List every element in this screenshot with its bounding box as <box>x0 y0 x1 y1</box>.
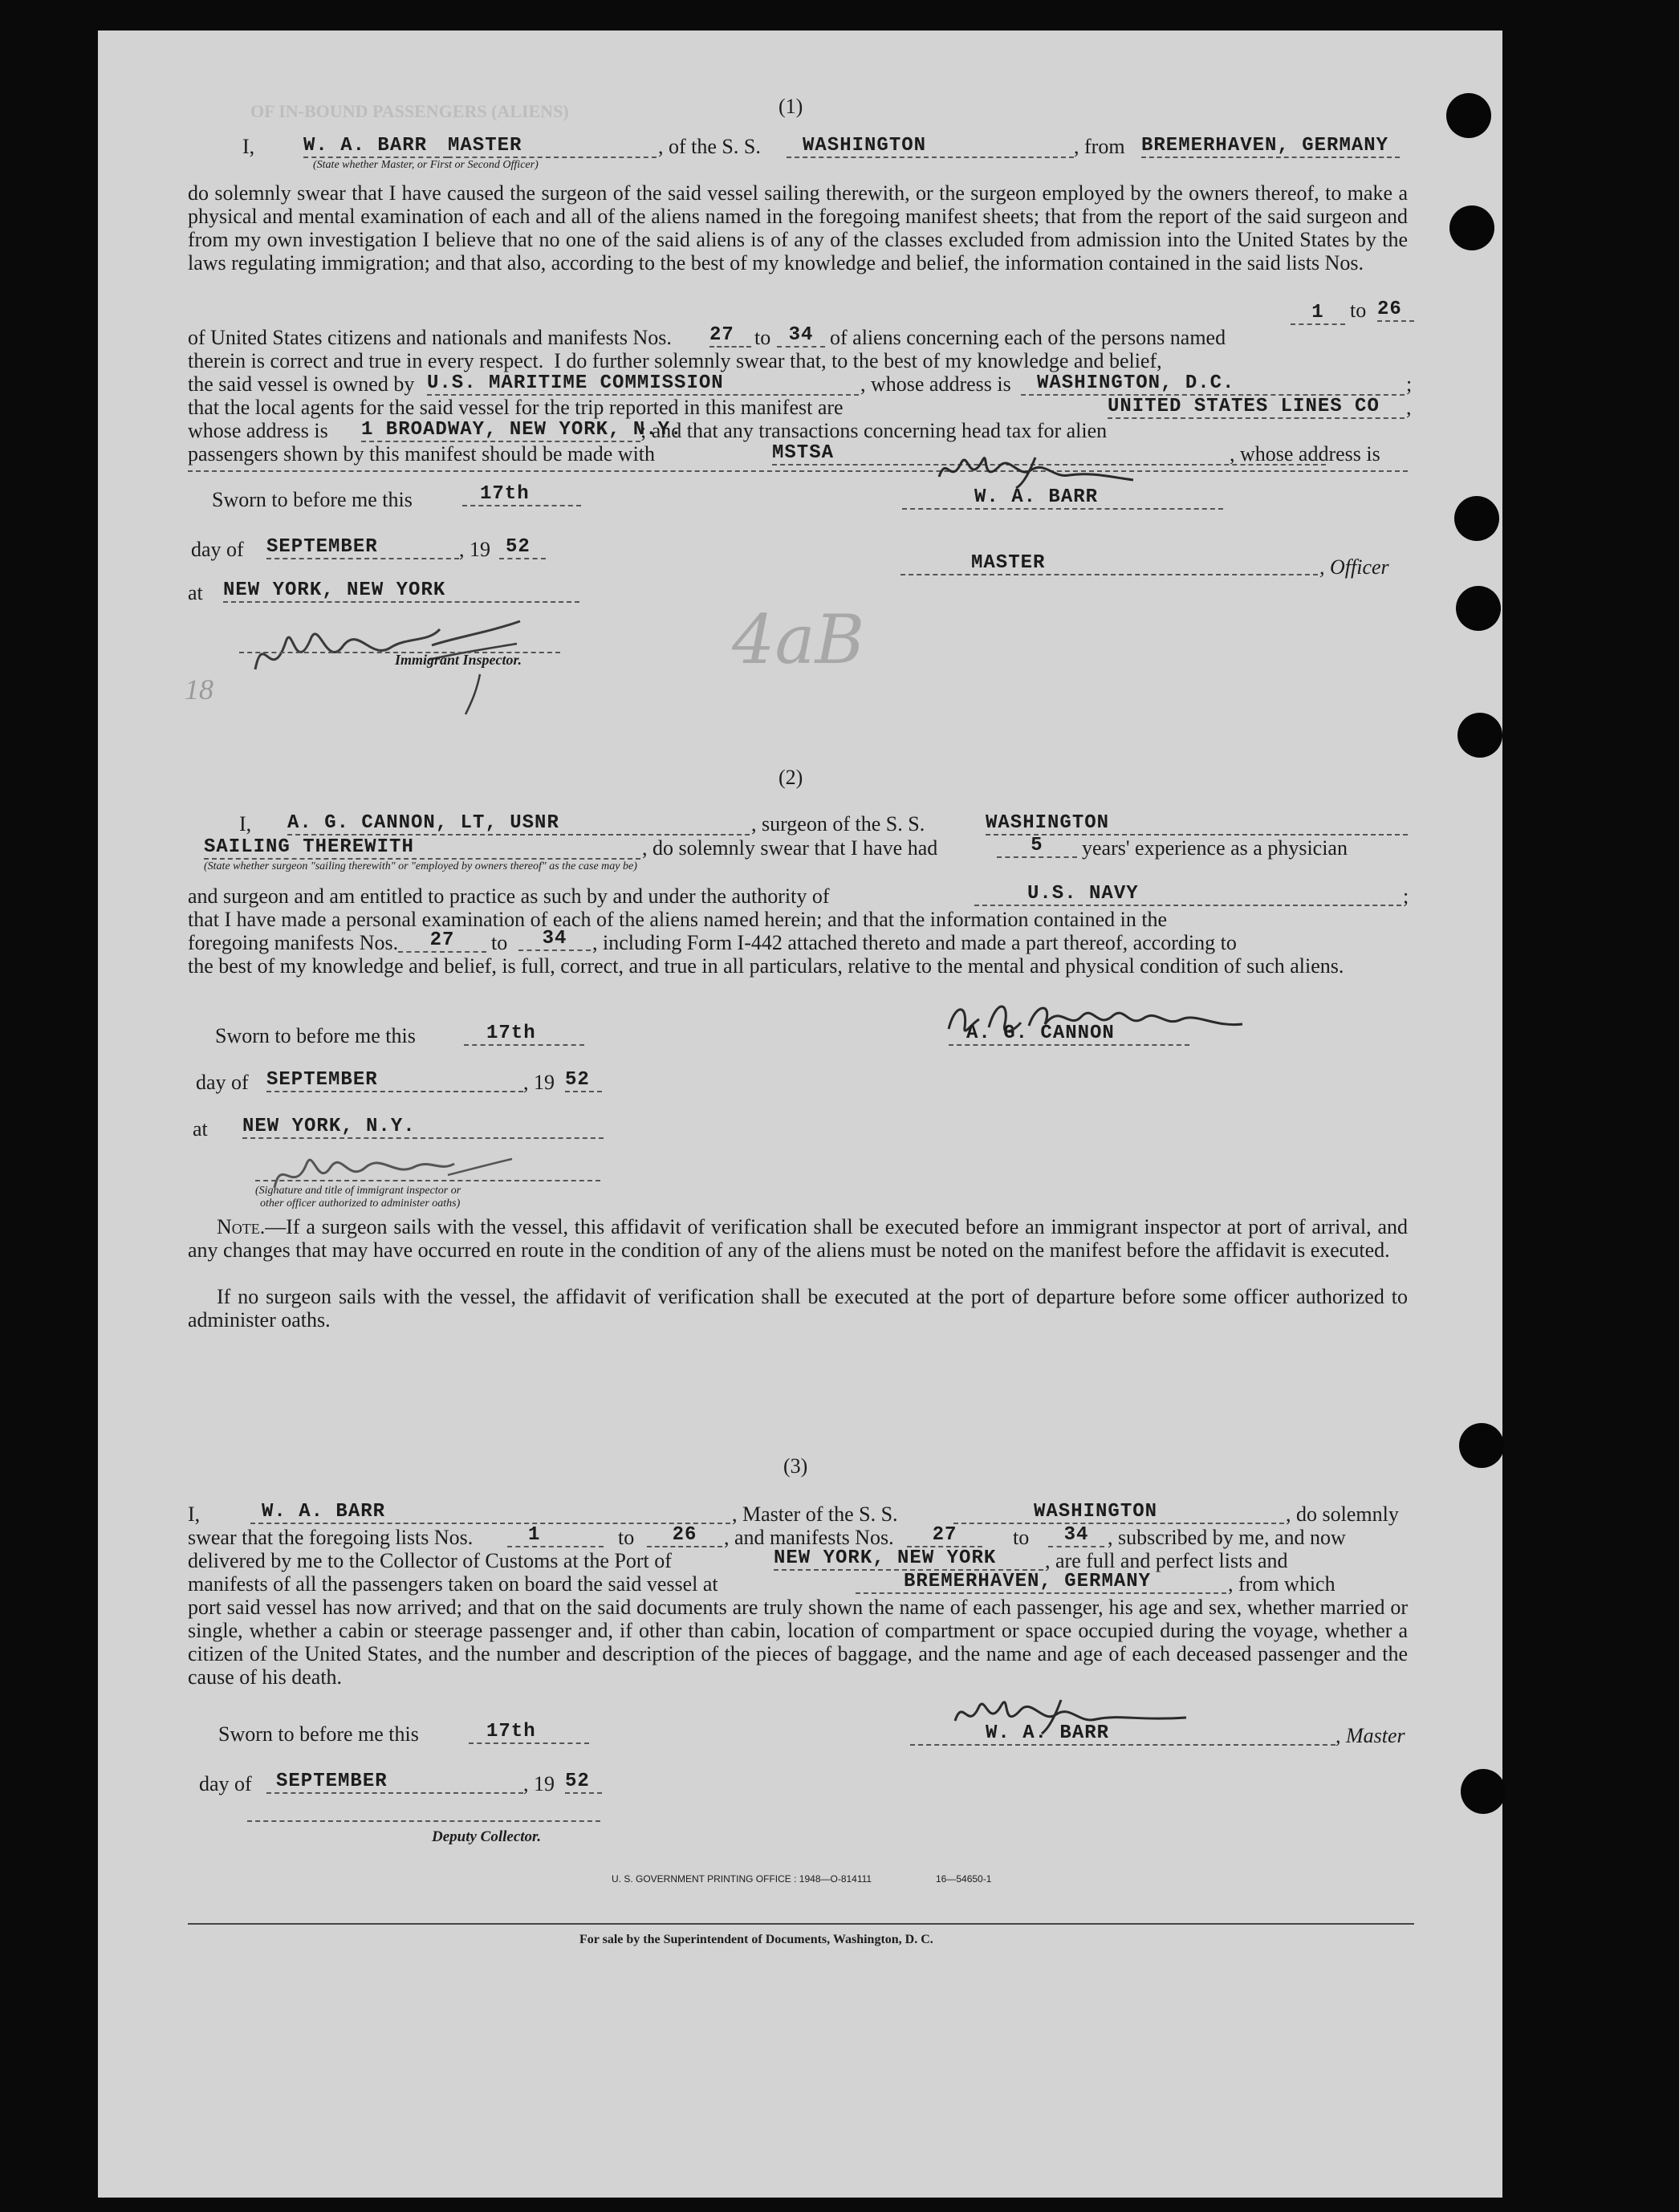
sec1-port-from: BREMERHAVEN, GERMANY <box>1141 135 1400 158</box>
sec2-sig-note-2: other officer authorized to administer oaths) <box>260 1197 461 1210</box>
sec2-years: 5 <box>997 835 1077 858</box>
margin-mark-4ab: 4aB <box>732 600 865 679</box>
sec2-surgeon: A. G. CANNON, LT, USNR <box>287 812 750 836</box>
sec2-to: to <box>491 931 508 954</box>
sec2-authority: U.S. NAVY <box>974 883 1401 906</box>
sec3-and-manifests: , and manifests Nos. <box>724 1526 894 1549</box>
sec1-body-a-text: do solemnly swear that I have caused the surgeon of the said vessel sailing therewith, or the surgeon employed by the owners thereof, to make a physical and mental examination of each and all of the aliens named in the foregoing manifest sheets; that from the report of the said surgeon and from my own investigation I believe that no one of the said aliens is of any of the classes excluded from admission into the United States by the laws regulating immigration; and that also, according to the best of my knowledge and belief, the information contained in the said lists Nos. <box>188 181 1408 274</box>
sec2-inspector-line <box>255 1173 600 1181</box>
sec3-sworn: Sworn to before me this <box>218 1722 419 1746</box>
punch-hole <box>1456 586 1501 631</box>
sec1-semicolon: ; <box>1406 372 1413 396</box>
sec1-lists-to: 26 <box>1377 299 1414 322</box>
sec1-month: SEPTEMBER <box>266 536 459 559</box>
sec3-body-text: port said vessel has now arrived; and that on the said documents are truly shown the name of each passenger, his age and sex, whether married or single, whether a cabin or steerage passenger and, if other than cabin, location of compartment or space occupied during the voyage, whether a citizen of the United States, and the number and description of the pieces of baggage, and the name and age of each deceased passenger and the cause of his death. <box>188 1596 1408 1689</box>
sec1-signer-typed: W. A. BARR <box>902 486 1223 510</box>
sec3-full-perfect: , are full and perfect lists and <box>1045 1549 1288 1572</box>
form-number: 16—54650-1 <box>936 1873 992 1885</box>
note-label: Note. <box>217 1215 266 1238</box>
sec1-to: to <box>1350 299 1367 322</box>
sec2-experience: years' experience as a physician <box>1082 836 1348 860</box>
sec2-swear: , do solemnly swear that I have had <box>642 836 938 860</box>
punch-hole <box>1457 713 1502 758</box>
sec1-place: NEW YORK, NEW YORK <box>223 579 579 603</box>
sec3-from-which: , from which <box>1228 1572 1335 1596</box>
sec3-vessel: WASHINGTON <box>953 1501 1284 1524</box>
sec2-note-2 <box>188 1285 1408 1332</box>
sec1-year: 52 <box>499 536 546 559</box>
sec1-year-prefix: , 19 <box>459 538 490 561</box>
sec1-comma: , <box>1406 396 1412 419</box>
sec2-sworn: Sworn to before me this <box>215 1024 416 1047</box>
sec3-year-prefix: , 19 <box>523 1772 555 1795</box>
sec1-vessel: WASHINGTON <box>787 135 1074 158</box>
sec2-sailing: SAILING THEREWITH <box>204 836 640 860</box>
margin-number: 18 <box>185 673 213 705</box>
sec2-place: NEW YORK, N.Y. <box>242 1116 604 1139</box>
sec1-head-tax: ; and that any transactions concerning head tax for alien <box>640 419 1108 442</box>
sec1-body-b2: of aliens concerning each of the persons named <box>830 326 1226 349</box>
faded-header: OF IN-BOUND PASSENGERS (ALIENS) <box>250 101 569 121</box>
section-1-heading: (1) <box>779 95 803 118</box>
sec3-master: W. A. BARR <box>250 1501 730 1524</box>
sec3-swear-lists: swear that the foregoing lists Nos. <box>188 1526 474 1549</box>
sec3-master-of: , Master of the S. S. <box>732 1502 898 1526</box>
sec2-i: I, <box>239 812 252 836</box>
for-sale-line: For sale by the Superintendent of Documents, Washington, D. C. <box>579 1933 933 1946</box>
sec1-address-line <box>188 459 1408 472</box>
punch-hole <box>1459 1423 1504 1468</box>
sec2-body-c <box>188 954 1408 978</box>
sec2-sworn-day: 17th <box>464 1023 584 1046</box>
section-2-heading: (2) <box>779 766 803 789</box>
sec1-man-to: 34 <box>777 324 825 348</box>
sec3-to-2: to <box>1013 1526 1030 1549</box>
sec2-foregoing: foregoing manifests Nos. <box>188 931 399 954</box>
sec3-subscribed: , subscribed by me, and now <box>1108 1526 1346 1549</box>
sec3-collector-title: Deputy Collector. <box>432 1828 542 1845</box>
sec3-delivered: delivered by me to the Collector of Customs at the Port of <box>188 1549 672 1572</box>
sec1-agents-text: that the local agents for the said vessel for the trip reported in this manifest are <box>188 396 844 419</box>
sec2-vessel: WASHINGTON <box>986 812 1408 836</box>
sec3-collector-line <box>247 1814 600 1822</box>
sec3-port: NEW YORK, NEW YORK <box>774 1547 1043 1571</box>
sec1-inspector-title: Immigrant Inspector. <box>395 652 522 668</box>
sec1-officer-name: W. A. BARR <box>303 135 448 158</box>
sec1-body-c1: therein is correct and true in every respect. I do further solemnly swear that, to the best of my knowledge and belief, <box>188 349 1162 372</box>
sec1-body-c2: the said vessel is owned by <box>188 372 415 396</box>
sec1-whose-address-3: , whose address is <box>1230 442 1380 466</box>
sec3-sworn-day: 17th <box>469 1721 589 1744</box>
sec3-body <box>188 1596 1408 1689</box>
sec1-owner: U.S. MARITIME COMMISSION <box>427 372 859 396</box>
sec1-man-from: 27 <box>709 324 751 348</box>
sec2-sailing-note: (State whether surgeon "sailing therewith" or "employed by owners thereof" as the case may be) <box>204 860 637 872</box>
sec1-owner-address: WASHINGTON, D.C. <box>1021 372 1405 396</box>
sec1-lists-from: 1 <box>1291 302 1345 325</box>
sec2-surgeon-of: , surgeon of the S. S. <box>751 812 925 836</box>
sec1-at: at <box>188 581 203 604</box>
sec3-lists-to: 26 <box>647 1524 722 1547</box>
sec1-rank-note: (State whether Master, or First or Second Officer) <box>313 159 539 171</box>
document-page <box>98 30 1502 2198</box>
sec1-whose-address-2: whose address is <box>188 419 328 442</box>
gpo-imprint: U. S. GOVERNMENT PRINTING OFFICE : 1948—O-814111 <box>612 1873 872 1885</box>
sec1-agents: UNITED STATES LINES CO <box>1108 396 1405 419</box>
sec1-officer-label: , Officer <box>1319 555 1389 579</box>
section-3-heading: (3) <box>783 1454 808 1478</box>
sec2-sig-note-1: (Signature and title of immigrant inspector or <box>255 1185 461 1197</box>
sec1-head-tax-party: MSTSA <box>772 442 1326 466</box>
sec1-from: , from <box>1074 135 1125 158</box>
sec1-day-of: day of <box>191 538 244 561</box>
sec1-officer-rank: MASTER <box>448 135 657 158</box>
sec2-at: at <box>193 1117 208 1141</box>
note-1-text: —If a surgeon sails with the vessel, this affidavit of verification shall be executed before an immigrant inspector at port of arrival, and any changes that may have occurred en route in the condition of any of the aliens must be noted on the manifest before the affidavit is executed. <box>188 1215 1408 1262</box>
sec1-man-to-label: to <box>754 326 771 349</box>
punch-hole <box>1461 1769 1506 1814</box>
sec2-body-c-text: the best of my knowledge and belief, is full, correct, and true in all particulars, relative to the mental and physical condition of such aliens. <box>188 954 1344 978</box>
sec2-semicolon: ; <box>1403 884 1409 908</box>
note-2-text: If no surgeon sails with the vessel, the affidavit of verification shall be executed at the port of departure before some officer authorized to administer oaths. <box>188 1285 1408 1332</box>
sec2-body-b: , including Form I-442 attached thereto and made a part thereof, according to <box>592 931 1237 954</box>
sec3-man-from: 27 <box>907 1524 982 1547</box>
sec3-master-label: , Master <box>1335 1724 1405 1747</box>
sec1-passengers-text: passengers shown by this manifest should be made with <box>188 442 656 466</box>
sec2-year-prefix: , 19 <box>523 1071 555 1094</box>
sec1-of-ss: , of the S. S. <box>658 135 761 158</box>
punch-hole <box>1449 205 1494 250</box>
sec3-to-1: to <box>618 1526 635 1549</box>
sec1-body-a <box>188 181 1408 274</box>
sec3-man-to: 34 <box>1048 1524 1104 1547</box>
sec1-agents-address: 1 BROADWAY, NEW YORK, N.Y. <box>361 419 683 441</box>
sec2-body-a: that I have made a personal examination of each of the aliens named herein; and that the information contained in the <box>188 908 1168 931</box>
sec1-whose-address: , whose address is <box>860 372 1011 396</box>
sec1-signer-title: MASTER <box>900 552 1318 575</box>
punch-hole <box>1446 93 1491 138</box>
footer-rule <box>188 1923 1414 1925</box>
sec3-day-of: day of <box>199 1772 252 1795</box>
sec2-day-of: day of <box>196 1071 249 1094</box>
sec2-practice: and surgeon and am entitled to practice as such by and under the authority of <box>188 884 830 908</box>
sec2-man-from: 27 <box>398 929 486 953</box>
sec2-year: 52 <box>565 1069 602 1092</box>
sec2-man-to: 34 <box>518 928 591 951</box>
punch-hole <box>1454 496 1499 541</box>
sec1-i: I, <box>242 135 255 158</box>
sec3-month: SEPTEMBER <box>266 1771 523 1794</box>
sec3-signer-typed: W. A. BARR <box>910 1722 1335 1746</box>
sec2-note-1 <box>188 1215 1408 1262</box>
sec3-port-from: BREMERHAVEN, GERMANY <box>856 1571 1226 1594</box>
sec1-sworn-day: 17th <box>462 483 581 506</box>
sec1-sworn: Sworn to before me this <box>212 488 413 511</box>
sec2-month: SEPTEMBER <box>266 1069 523 1092</box>
sec1-body-b: of United States citizens and nationals and manifests Nos. <box>188 326 672 349</box>
sec3-lists-from: 1 <box>507 1524 604 1547</box>
sec2-signer-typed: A. G. CANNON <box>949 1023 1189 1046</box>
sec3-solemnly: , do solemnly <box>1286 1502 1399 1526</box>
sec3-manifests-all: manifests of all the passengers taken on board the said vessel at <box>188 1572 718 1596</box>
sec3-year: 52 <box>565 1771 602 1794</box>
sec3-i: I, <box>188 1502 201 1526</box>
